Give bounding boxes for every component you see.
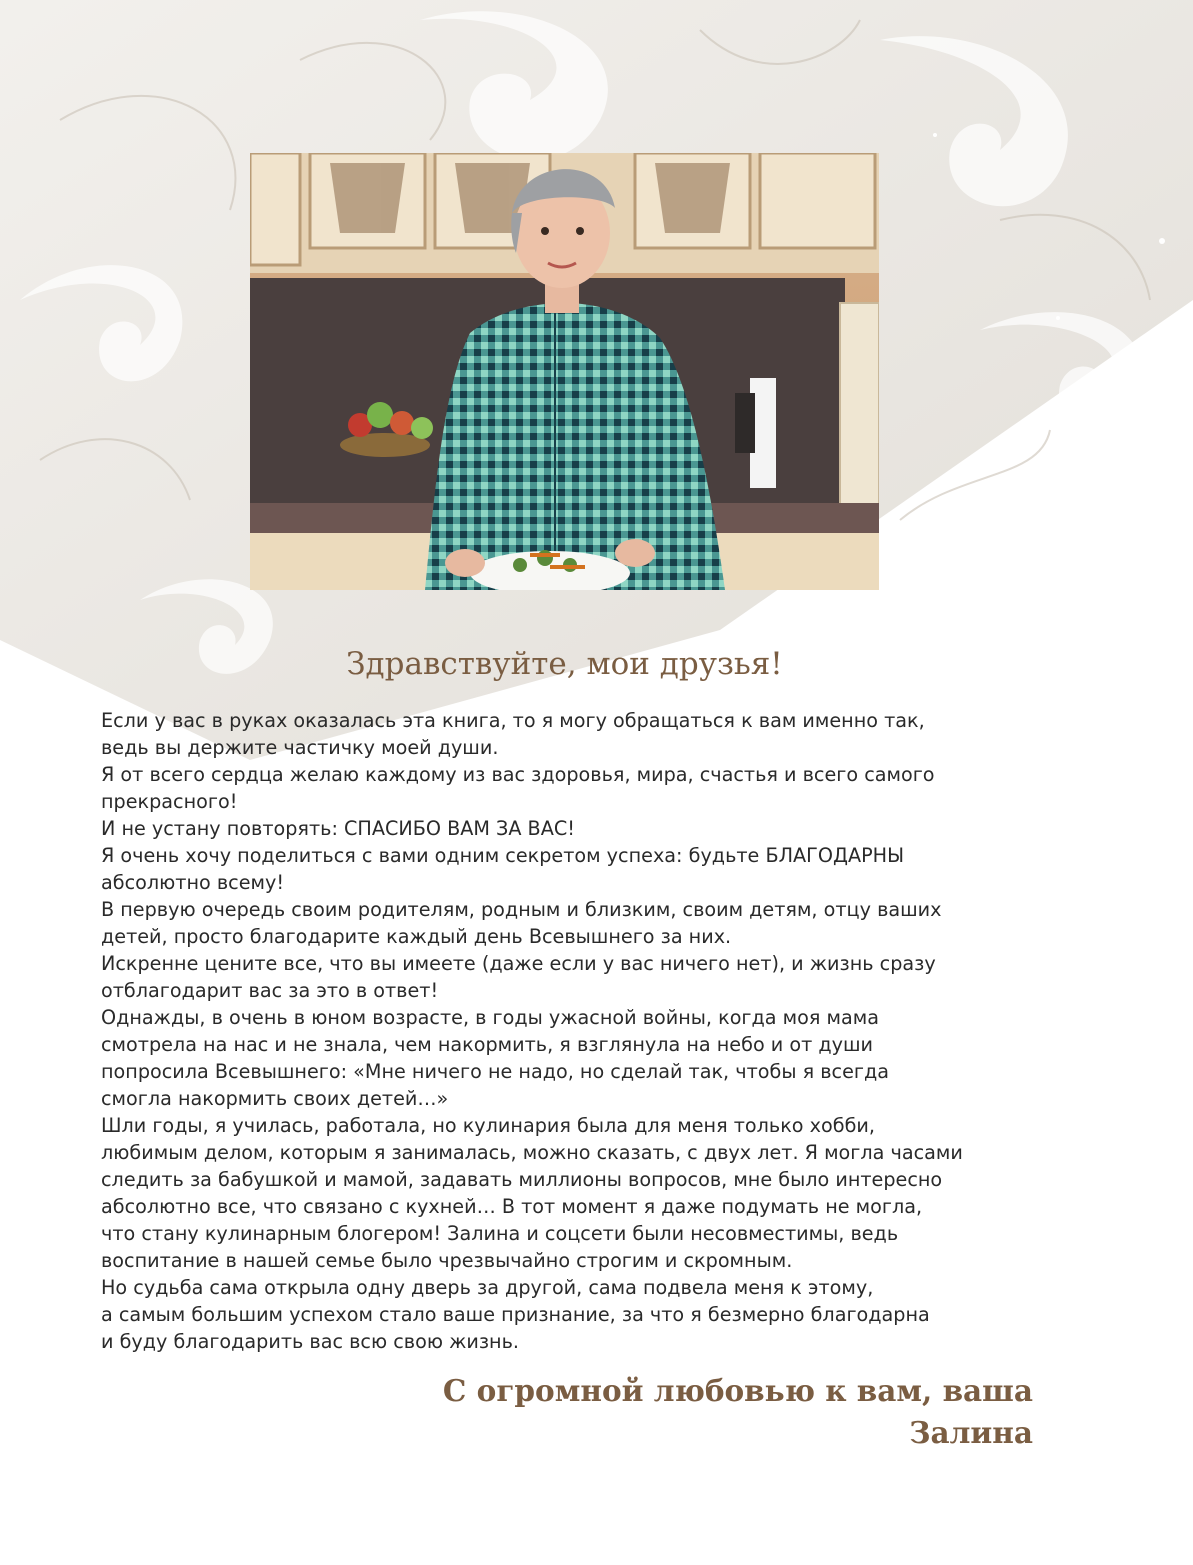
letter-line: попросила Всевышнего: «Мне ничего не надо, но сделай так, чтобы я всегда <box>101 1060 889 1083</box>
letter-line: абсолютно всему! <box>101 871 285 894</box>
letter-body <box>101 707 1061 1355</box>
signature-name: Залина <box>909 1415 1033 1450</box>
letter-line: что стану кулинарным блогером! Залина и соцсети были несовместимы, ведь <box>101 1222 899 1245</box>
letter-line: а самым большим успехом стало ваше признание, за что я безмерно благодарна <box>101 1303 930 1326</box>
letter-line: следить за бабушкой и мамой, задавать миллионы вопросов, мне было интересно <box>101 1168 943 1191</box>
letter-line: Если у вас в руках оказалась эта книга, то я могу обращаться к вам именно так, <box>101 709 925 732</box>
signature-line: С огромной любовью к вам, ваша <box>442 1373 1033 1408</box>
letter-line: смогла накормить своих детей…» <box>101 1087 449 1110</box>
letter-line: Я от всего сердца желаю каждому из вас здоровья, мира, счастья и всего самого <box>101 763 935 786</box>
letter-line: детей, просто благодарите каждый день Всевышнего за них. <box>101 925 732 948</box>
letter-line: абсолютно все, что связано с кухней… В тот момент я даже подумать не могла, <box>101 1195 923 1218</box>
letter-line: Шли годы, я училась, работала, но кулинария была для меня только хобби, <box>101 1114 875 1137</box>
letter-line: отблагодарит вас за это в ответ! <box>101 979 439 1002</box>
letter-line: И не устану повторять: СПАСИБО ВАМ ЗА ВАС! <box>101 817 575 840</box>
letter-line: воспитание в нашей семье было чрезвычайно строгим и скромным. <box>101 1249 793 1272</box>
letter-line: В первую очередь своим родителям, родным и близким, своим детям, отцу ваших <box>101 898 942 921</box>
letter-line: Я очень хочу поделиться с вами одним секретом успеха: будьте БЛАГОДАРНЫ <box>101 844 905 867</box>
letter-line: смотрела на нас и не знала, чем накормить, я взглянула на небо и от души <box>101 1033 874 1056</box>
kitchen-photo <box>250 153 879 590</box>
letter-line: прекрасного! <box>101 790 238 813</box>
letter-line: Однажды, в очень в юном возрасте, в годы ужасной войны, когда моя мама <box>101 1006 879 1029</box>
page-title: Здравствуйте, мои друзья! <box>346 646 783 682</box>
letter-line: и буду благодарить вас всю свою жизнь. <box>101 1330 519 1353</box>
signature <box>300 1370 1033 1454</box>
letter-line: Искренне цените все, что вы имеете (даже если у вас ничего нет), и жизнь сразу <box>101 952 936 975</box>
letter-line: ведь вы держите частичку моей души. <box>101 736 499 759</box>
letter-line: любимым делом, которым я занималась, можно сказать, с двух лет. Я могла часами <box>101 1141 963 1164</box>
letter-line: Но судьба сама открыла одну дверь за другой, сама подвела меня к этому, <box>101 1276 874 1299</box>
